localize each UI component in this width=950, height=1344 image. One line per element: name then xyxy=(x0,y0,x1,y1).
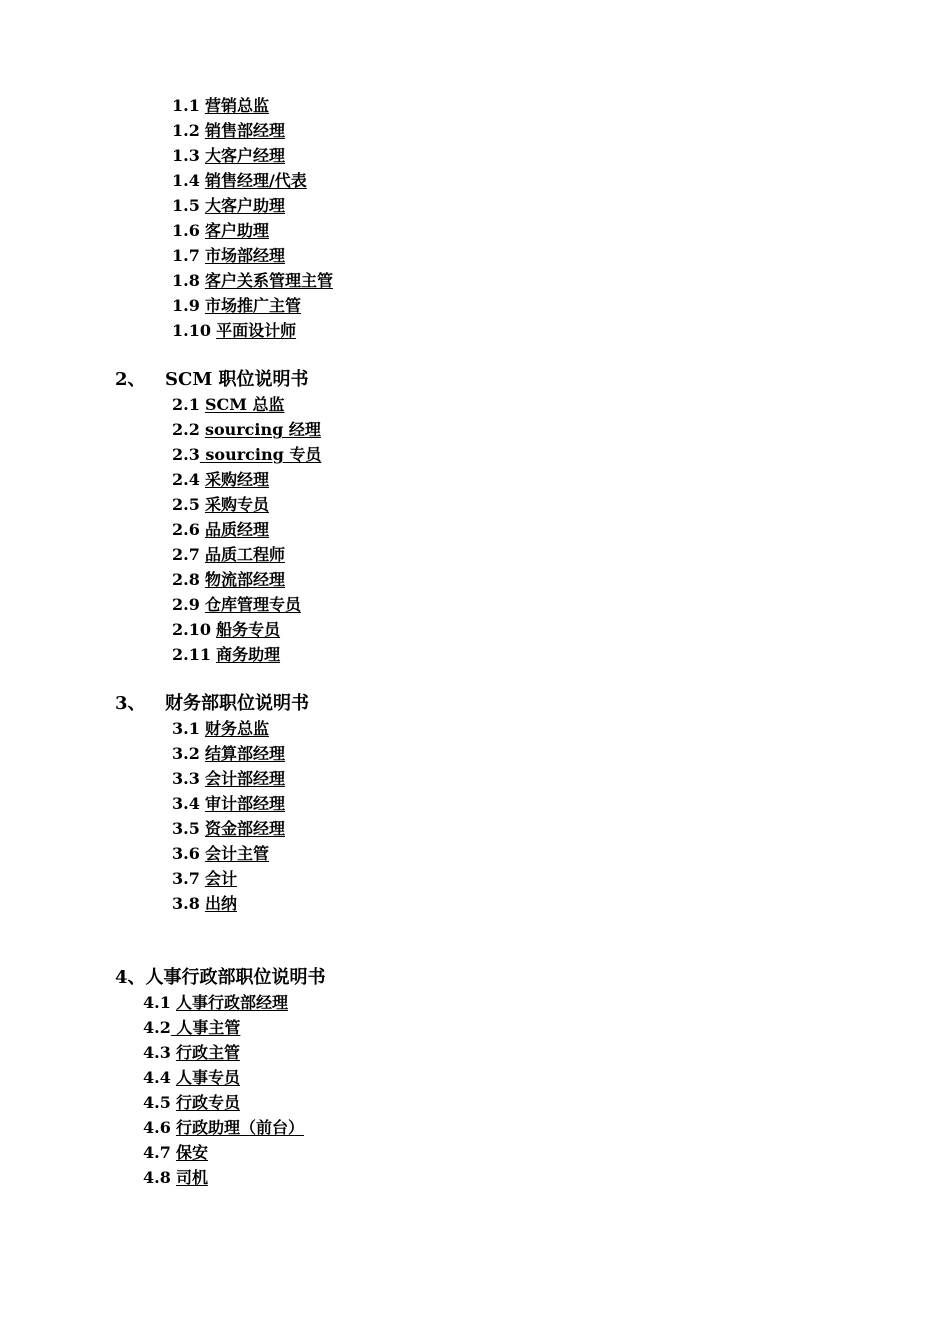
toc-entry-1-3[interactable] xyxy=(172,143,333,168)
entry-link[interactable]: 平面设计师 xyxy=(216,321,297,340)
section1-list xyxy=(172,93,333,343)
entry-number: 3.6 xyxy=(172,844,200,863)
entry-link[interactable]: sourcing 专员 xyxy=(199,445,322,464)
toc-entry-2-2[interactable] xyxy=(172,417,321,442)
entry-link[interactable]: 出纳 xyxy=(204,894,237,913)
toc-entry-2-1[interactable] xyxy=(172,392,321,417)
entry-number: 2.7 xyxy=(172,545,200,564)
entry-number: 4.7 xyxy=(143,1143,171,1162)
toc-entry-3-6[interactable] xyxy=(172,841,285,866)
entry-link[interactable]: 营销总监 xyxy=(204,96,269,115)
entry-number: 3.3 xyxy=(172,769,200,788)
entry-number: 4.2 xyxy=(143,1018,171,1037)
entry-number: 4.4 xyxy=(143,1068,171,1087)
toc-entry-1-6[interactable] xyxy=(172,218,333,243)
entry-number: 4.6 xyxy=(143,1118,171,1137)
entry-number: 3.5 xyxy=(172,819,200,838)
entry-link[interactable]: SCM 总监 xyxy=(204,395,285,414)
entry-number: 4.1 xyxy=(143,993,171,1012)
heading-text: SCM 职位说明书 xyxy=(165,369,309,390)
toc-entry-1-4[interactable] xyxy=(172,168,333,193)
toc-entry-3-7[interactable] xyxy=(172,866,285,891)
section4-list xyxy=(143,990,318,1190)
entry-number: 1.3 xyxy=(172,146,200,165)
heading-number: 4、 xyxy=(115,967,146,988)
toc-entry-3-5[interactable] xyxy=(172,816,285,841)
entry-number: 1.7 xyxy=(172,246,200,265)
toc-entry-2-11[interactable] xyxy=(172,642,321,667)
entry-link[interactable]: 销售部经理 xyxy=(204,121,285,140)
entry-number: 2.8 xyxy=(172,570,200,589)
entry-number: 3.1 xyxy=(172,719,200,738)
entry-link[interactable]: 司机 xyxy=(175,1168,208,1187)
toc-entry-3-8[interactable] xyxy=(172,891,285,916)
entry-link[interactable]: 物流部经理 xyxy=(204,570,285,589)
entry-number: 2.5 xyxy=(172,495,200,514)
entry-number: 2.6 xyxy=(172,520,200,539)
toc-entry-2-9[interactable] xyxy=(172,592,321,617)
entry-link[interactable]: 商务助理 xyxy=(216,645,281,664)
toc-entry-2-5[interactable] xyxy=(172,492,321,517)
entry-link[interactable]: 品质工程师 xyxy=(204,545,285,564)
entry-link[interactable]: 人事专员 xyxy=(175,1068,240,1087)
toc-entry-2-7[interactable] xyxy=(172,542,321,567)
section2-list xyxy=(172,392,321,667)
entry-number: 1.4 xyxy=(172,171,200,190)
toc-entry-3-2[interactable] xyxy=(172,741,285,766)
toc-entry-1-1[interactable] xyxy=(172,93,333,118)
entry-number: 2.2 xyxy=(172,420,200,439)
toc-entry-1-7[interactable] xyxy=(172,243,333,268)
entry-link[interactable]: 资金部经理 xyxy=(204,819,285,838)
section3-heading xyxy=(115,691,309,716)
entry-number: 2.1 xyxy=(172,395,200,414)
toc-entry-4-5[interactable] xyxy=(143,1090,318,1115)
entry-link[interactable]: 客户助理 xyxy=(204,221,269,240)
entry-link[interactable]: 大客户助理 xyxy=(204,196,285,215)
entry-link[interactable]: 保安 xyxy=(175,1143,208,1162)
toc-entry-4-1[interactable] xyxy=(143,990,318,1015)
section3-list xyxy=(172,716,285,916)
toc-entry-4-6[interactable] xyxy=(143,1115,318,1140)
entry-link[interactable]: 客户关系管理主管 xyxy=(204,271,333,290)
entry-link[interactable]: 会计主管 xyxy=(204,844,269,863)
entry-number: 1.8 xyxy=(172,271,200,290)
entry-link[interactable]: sourcing 经理 xyxy=(204,420,321,439)
entry-link[interactable]: 品质经理 xyxy=(204,520,269,539)
entry-number: 3.8 xyxy=(172,894,200,913)
entry-link[interactable]: 采购专员 xyxy=(204,495,269,514)
entry-link[interactable]: 人事主管 xyxy=(170,1018,241,1037)
toc-entry-2-4[interactable] xyxy=(172,467,321,492)
entry-link[interactable]: 市场推广主管 xyxy=(204,296,301,315)
entry-number: 4.5 xyxy=(143,1093,171,1112)
entry-link[interactable]: 市场部经理 xyxy=(204,246,285,265)
entry-link[interactable]: 会计 xyxy=(204,869,237,888)
entry-number: 1.2 xyxy=(172,121,200,140)
entry-number: 2.11 xyxy=(172,645,211,664)
toc-entry-2-8[interactable] xyxy=(172,567,321,592)
heading-number: 2、 xyxy=(115,369,146,390)
entry-number: 1.9 xyxy=(172,296,200,315)
toc-entry-1-9[interactable] xyxy=(172,293,333,318)
entry-link[interactable]: 行政主管 xyxy=(175,1043,240,1062)
entry-number: 4.8 xyxy=(143,1168,171,1187)
toc-entry-1-5[interactable] xyxy=(172,193,333,218)
toc-entry-4-8[interactable] xyxy=(143,1165,318,1190)
entry-number: 2.3 xyxy=(172,445,200,464)
entry-number: 3.4 xyxy=(172,794,200,813)
entry-number: 2.4 xyxy=(172,470,200,489)
toc-entry-1-8[interactable] xyxy=(172,268,333,293)
entry-link[interactable]: 审计部经理 xyxy=(204,794,285,813)
entry-number: 2.9 xyxy=(172,595,200,614)
entry-link[interactable]: 人事行政部经理 xyxy=(175,993,288,1012)
toc-entry-1-2[interactable] xyxy=(172,118,333,143)
heading-number: 3、 xyxy=(115,693,146,714)
entry-number: 1.1 xyxy=(172,96,200,115)
toc-entry-4-2[interactable] xyxy=(143,1015,318,1040)
entry-link[interactable]: 仓库管理专员 xyxy=(204,595,301,614)
entry-link[interactable]: 采购经理 xyxy=(204,470,269,489)
toc-entry-4-4[interactable] xyxy=(143,1065,318,1090)
toc-entry-2-3[interactable] xyxy=(172,442,321,467)
entry-number: 3.7 xyxy=(172,869,200,888)
toc-entry-4-3[interactable] xyxy=(143,1040,318,1065)
entry-number: 3.2 xyxy=(172,744,200,763)
entry-number: 2.10 xyxy=(172,620,211,639)
toc-entry-3-3[interactable] xyxy=(172,766,285,791)
entry-number: 1.10 xyxy=(172,321,211,340)
entry-number: 4.3 xyxy=(143,1043,171,1062)
entry-link[interactable]: 行政助理（前台） xyxy=(175,1118,304,1137)
section2-heading xyxy=(115,367,309,392)
entry-link[interactable]: 会计部经理 xyxy=(204,769,285,788)
entry-link[interactable]: 财务总监 xyxy=(204,719,269,738)
toc-entry-2-10[interactable] xyxy=(172,617,321,642)
toc-entry-1-10[interactable] xyxy=(172,318,333,343)
entry-link[interactable]: 销售经理/代表 xyxy=(204,171,307,190)
heading-text: 财务部职位说明书 xyxy=(165,693,309,714)
entry-number: 1.5 xyxy=(172,196,200,215)
section4-heading xyxy=(115,965,326,990)
entry-link[interactable]: 结算部经理 xyxy=(204,744,285,763)
heading-text: 人事行政部职位说明书 xyxy=(145,967,326,988)
entry-number: 1.6 xyxy=(172,221,200,240)
toc-entry-2-6[interactable] xyxy=(172,517,321,542)
toc-entry-3-1[interactable] xyxy=(172,716,285,741)
entry-link[interactable]: 行政专员 xyxy=(175,1093,240,1112)
toc-entry-4-7[interactable] xyxy=(143,1140,318,1165)
entry-link[interactable]: 大客户经理 xyxy=(204,146,285,165)
toc-entry-3-4[interactable] xyxy=(172,791,285,816)
entry-link[interactable]: 船务专员 xyxy=(216,620,281,639)
